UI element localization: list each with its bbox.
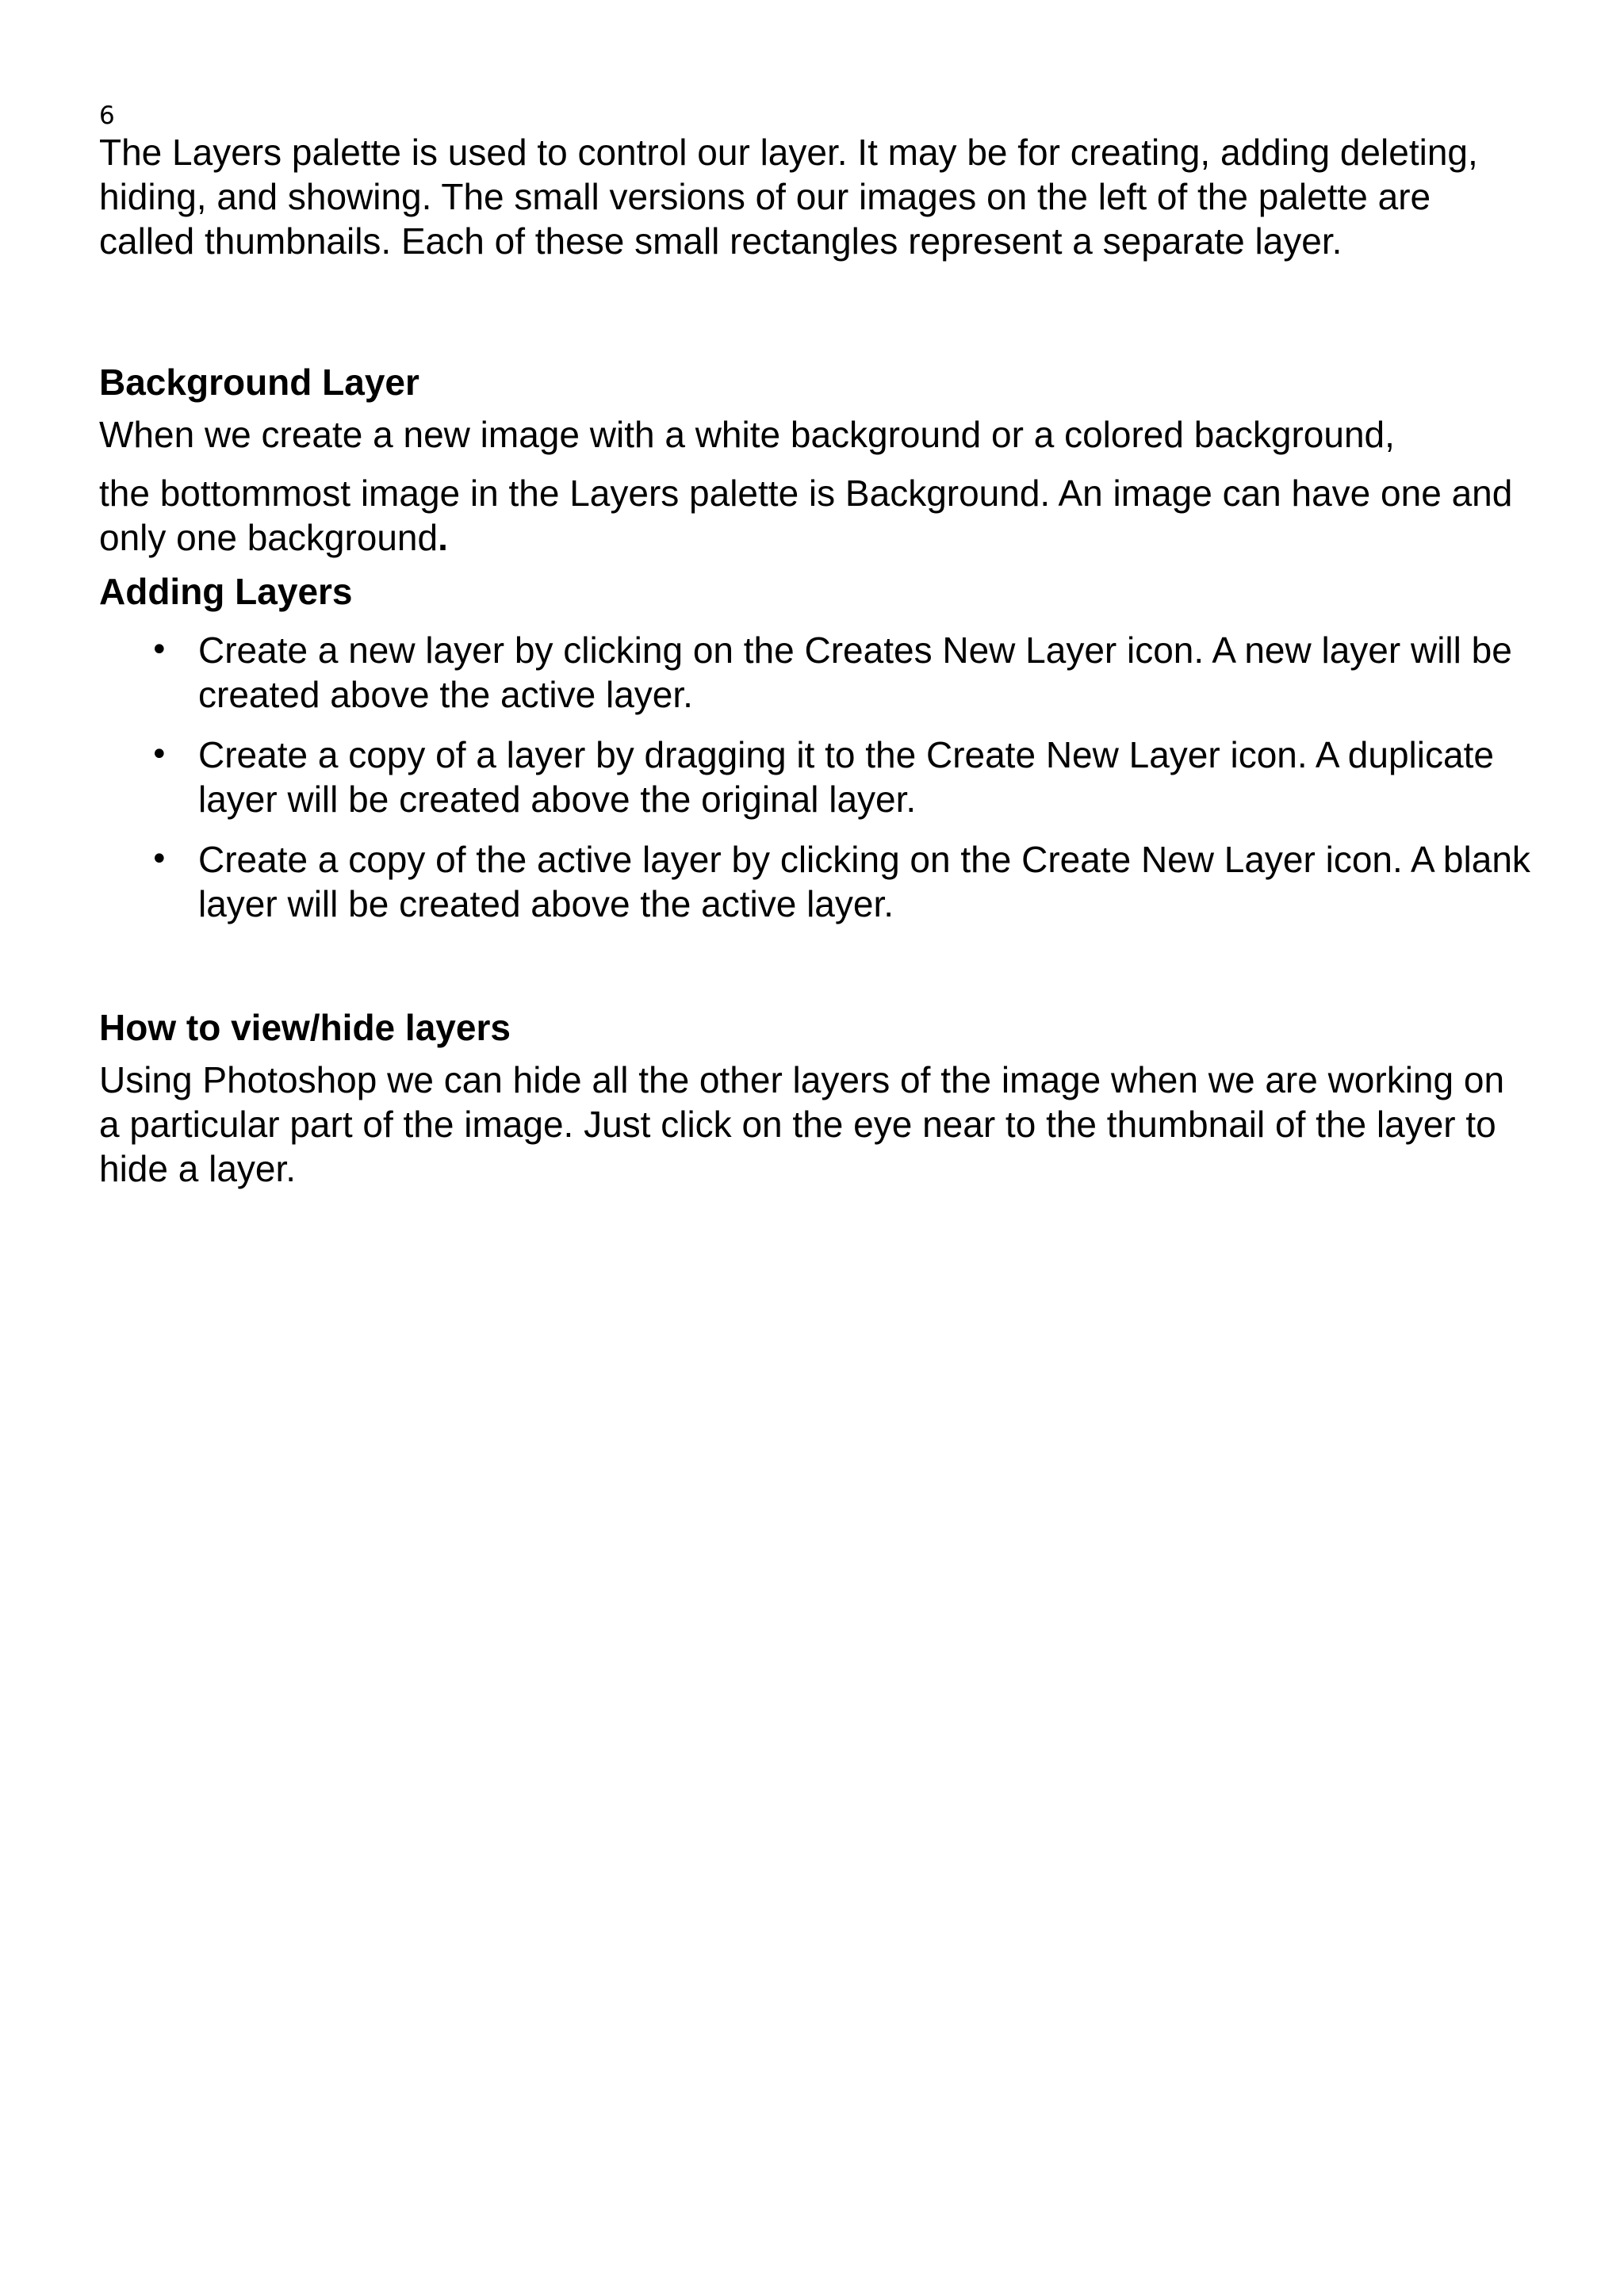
document-body — [99, 130, 1558, 1191]
list-item — [99, 733, 1550, 821]
bullet-icon: • — [150, 632, 169, 668]
view-hide-layers-paragraph: Using Photoshop we can hide all the other layers of the image when we are working on a particular part of the image. Just click on the eye near to the thumbnail of the layer to hide a layer. — [99, 1059, 1505, 1189]
background-layer-paragraph — [99, 471, 1526, 560]
background-layer-heading: Background Layer — [99, 362, 419, 403]
intro-paragraph: The Layers palette is used to control our layer. It may be for creating, adding deleting, hiding, and showing. The small versions of our images on the left of the palette are called thumbnails. Each of these small rectangles represent a separate layer. — [99, 132, 1478, 262]
background-layer-paragraph-line1: When we create a new image with a white background or a colored background, — [99, 414, 1395, 455]
view-hide-layers-heading: How to view/hide layers — [99, 1007, 511, 1048]
background-layer-paragraph-text: the bottommost image in the Layers palette is Background. An image can have one and only one background — [99, 473, 1513, 558]
list-item — [99, 628, 1550, 717]
list-item — [99, 837, 1550, 926]
adding-layers-list — [99, 628, 1558, 926]
background-layer-paragraph-end: . — [438, 517, 448, 558]
bullet-icon: • — [150, 841, 169, 878]
list-item-text: Create a copy of a layer by dragging it to the Create New Layer icon. A duplicate layer will be created above the original layer. — [198, 734, 1494, 820]
adding-layers-heading: Adding Layers — [99, 571, 353, 612]
list-item-text: Create a new layer by clicking on the Creates New Layer icon. A new layer will be created above the active layer. — [198, 629, 1512, 715]
page-number: 6 — [99, 101, 115, 130]
list-item-text: Create a copy of the active layer by clicking on the Create New Layer icon. A blank layer will be created above the active layer. — [198, 839, 1530, 924]
bullet-icon: • — [150, 737, 169, 773]
